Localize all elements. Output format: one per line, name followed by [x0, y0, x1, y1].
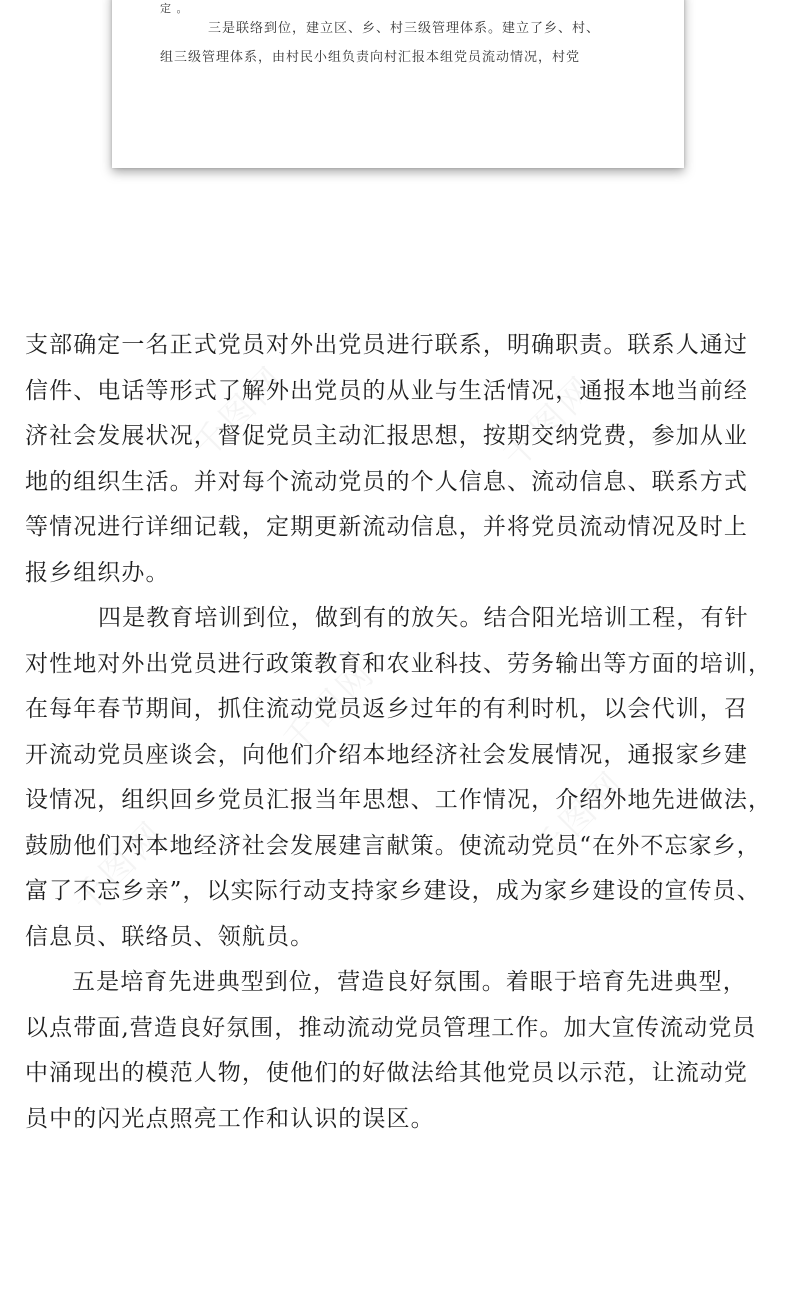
body-text-line: 开流动党员座谈会，向他们介绍本地经济社会发展情况，通报家乡建 [25, 742, 748, 768]
body-text-line: 信息员、联络员、领航员。 [25, 924, 315, 950]
preview-line: 定 。 [160, 2, 189, 15]
body-text-line: 支部确定一名正式党员对外出党员进行联系，明确职责。联系人通过 [25, 332, 748, 358]
body-text-line: 地的组织生活。并对每个流动党员的个人信息、流动信息、联系方式 [25, 469, 748, 495]
body-text-line: 中涌现出的模范人物，使他们的好做法给其他党员以示范，让流动党 [25, 1060, 748, 1086]
body-text-line: 鼓励他们对本地经济社会发展建言献策。使流动党员“在外不忘家乡， [25, 833, 761, 859]
paragraph-start-line: 四是教育培训到位，做到有的放矢。结合阳光培训工程，有针 [98, 605, 749, 631]
preview-line: 组三级管理体系，由村民小组负责向村汇报本组党员流动情况，村党 [160, 50, 581, 65]
body-text-line: 设情况，组织回乡党员汇报当年思想、工作情况，介绍外地先进做法， [25, 787, 773, 813]
body-text-line: 在每年春节期间，抓住流动党员返乡过年的有利时机，以会代训，召 [25, 696, 748, 722]
paragraph-start-line: 五是培育先进典型到位，营造良好氛围。着眼于培育先进典型， [72, 969, 747, 995]
body-text-line: 以点带面,营造良好氛围，推动流动党员管理工作。加大宣传流动党员 [25, 1015, 757, 1041]
preview-line: 三是联络到位，建立区、乡、村三级管理体系。建立了乡、村、 [208, 21, 601, 36]
embedded-page-preview [112, 0, 684, 168]
body-text-line: 员中的闪光点照亮工作和认识的误区。 [25, 1106, 435, 1132]
body-text-line: 等情况进行详细记载，定期更新流动信息，并将党员流动情况及时上 [25, 514, 748, 540]
body-text-line: 对性地对外出党员进行政策教育和农业科技、劳务输出等方面的培训， [25, 651, 773, 677]
body-text-line: 富了不忘乡亲”，以实际行动支持家乡建设，成为家乡建设的宣传员、 [25, 878, 761, 904]
body-text-line: 济社会发展状况，督促党员主动汇报思想，按期交纳党费，参加从业 [25, 423, 748, 449]
body-text-line: 信件、电话等形式了解外出党员的从业与生活情况，通报本地当前经 [25, 378, 748, 404]
body-text-line: 报乡组织办。 [25, 560, 170, 586]
